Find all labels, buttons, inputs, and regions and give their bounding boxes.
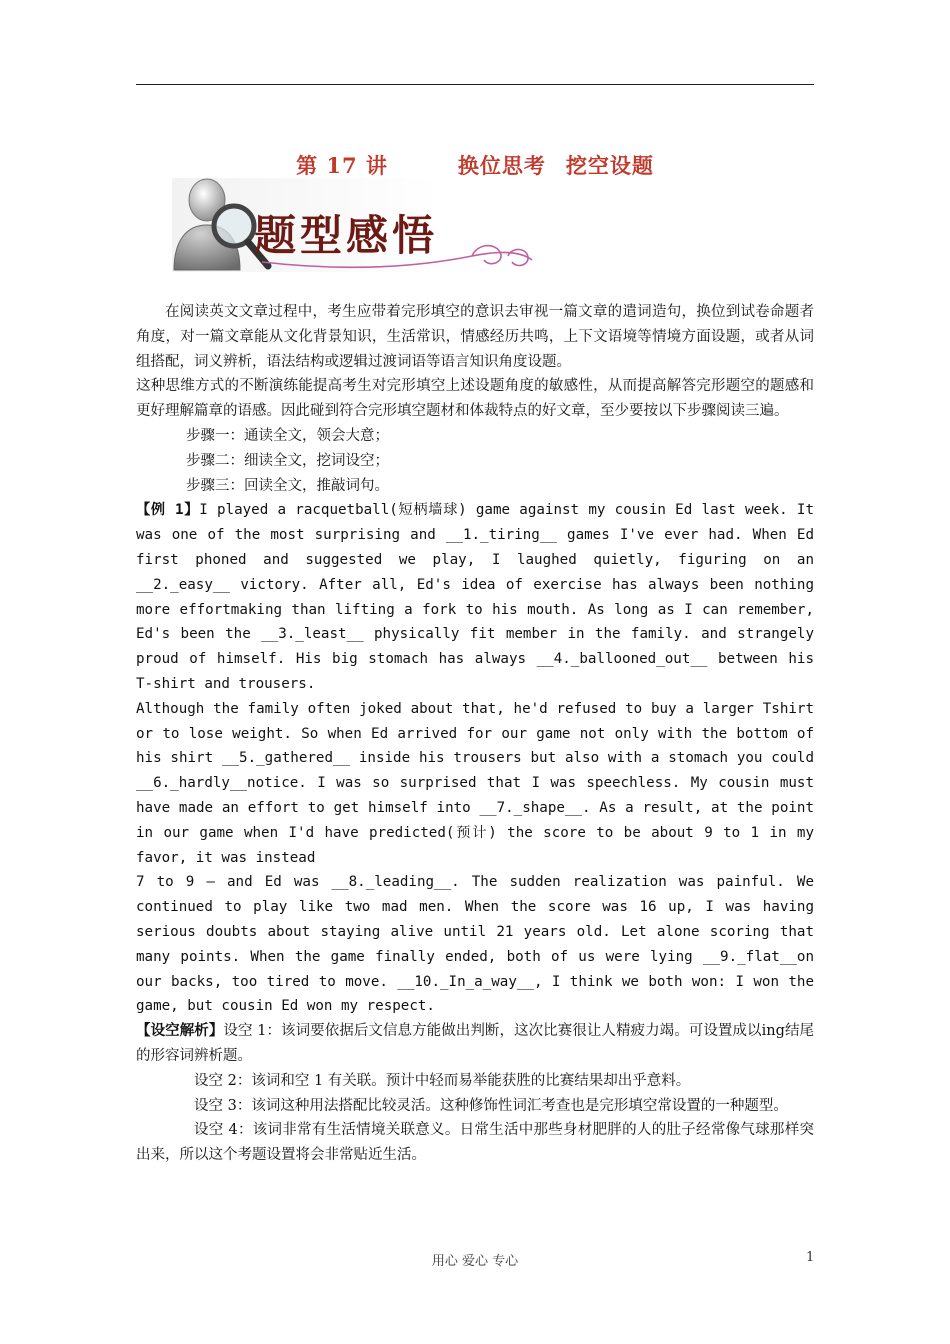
example-passage: Although the family often joked about that, he'd refused to buy a larger Tshirt or to lose weight. So when Ed arrived for our game not only with the bottom of his shirt __5._gathered__ inside his trousers but also with a stomach you could __6._hardly__notice. I was so surprised that I was speechless. My cousin must have made an effort to get himself into __7._shape__. As a result, at the point in our game when I'd have predicted(预计) the score to be about 9 to 1 in my favor, it was instead	[136, 700, 814, 866]
title-part-a: 换位思考	[457, 153, 546, 178]
intro-paragraph: 这种思维方式的不断演练能提高考生对完形填空上述设题角度的敏感性，从而提高解答完形题空的题感和更好理解篇章的语感。因此碰到符合完形填空题材和体裁特点的好文章，至少要按以下步骤阅读三遍。	[136, 378, 814, 420]
footer-motto: 用心 爱心 专心	[431, 1254, 519, 1269]
intro-paragraph: 在阅读英文文章过程中，考生应带着完形填空的意识去审视一篇文章的遣词造句，换位到试卷命题者角度，对一篇文章能从文化背景知识，生活常识，情感经历共鸣，上下文语境等情境方面设题，或者从词组搭配，词义辨析，语法结构或逻辑过渡词语等语言知识角度设题。	[136, 304, 814, 370]
example-text: I played a racquetball(短柄墙球) game against my cousin Ed last week. It was one of the most surprising and __1._tiring__ games I've ever had. When Ed first phoned and suggested we play, I laughed quietly, figuring on an __2._easy__ victory. After all, Ed's idea of exercise has always been nothing more effortmaking than lifting a fork to his mouth. As long as I can remember, Ed's been the __3._least__ physically fit member in the family. and strangely proud of himself. His big stomach has always __4._ballooned_out__ between his T-shirt and trousers.	[136, 502, 814, 692]
analysis-item	[136, 1019, 814, 1069]
analysis-item: 设空 3：该词这种用法搭配比较灵活。这种修饰性词汇考查也是完形填空常设置的一种题型。	[194, 1097, 788, 1114]
step-item: 步骤一：通读全文，领会大意；	[186, 427, 389, 444]
step-item: 步骤二：细读全文，挖词设空；	[186, 452, 389, 469]
analysis-text: 设空 1：该词要依据后文信息方能做出判断，这次比赛很让人精疲力竭。可设置成以ing结尾的形容词辨析题。	[136, 1023, 815, 1064]
step-item: 步骤三：回读全文，推敲词句。	[186, 477, 389, 494]
analysis-item: 设空 4：该词非常有生活情境关联意义。日常生活中那些身材肥胖的人的肚子经常像气球那样突出来，所以这个考题设置将会非常贴近生活。	[136, 1122, 814, 1164]
analysis-tag: 【设空解析】	[136, 1022, 224, 1040]
example-tag: 【例 1】	[136, 502, 200, 519]
title-part-b: 挖空设题	[565, 153, 654, 178]
analysis-item: 设空 2：该词和空 1 有关联。预计中轻而易举能获胜的比赛结果却出乎意料。	[194, 1072, 691, 1089]
lecture-number: 第 17 讲	[296, 153, 388, 178]
example-passage: 7 to 9 — and Ed was __8._leading__. The sudden realization was painful. We continued to play like two mad men. When the score was 16 up, I was having serious doubts about staying alive until 21 years old. Let alone scoring that many points. When the game finally ended, both of us were lying __9._flat__on our backs, too tired to move. __10._In_a_way__, I think we both won: I won the game, but cousin Ed won my respect.	[136, 874, 814, 1015]
banner-label: 题型感悟	[254, 211, 439, 260]
section-banner	[172, 170, 552, 280]
header-rule	[136, 84, 814, 85]
page-number: 1	[806, 1250, 815, 1265]
example-passage	[136, 498, 814, 696]
document-body	[136, 300, 814, 1168]
